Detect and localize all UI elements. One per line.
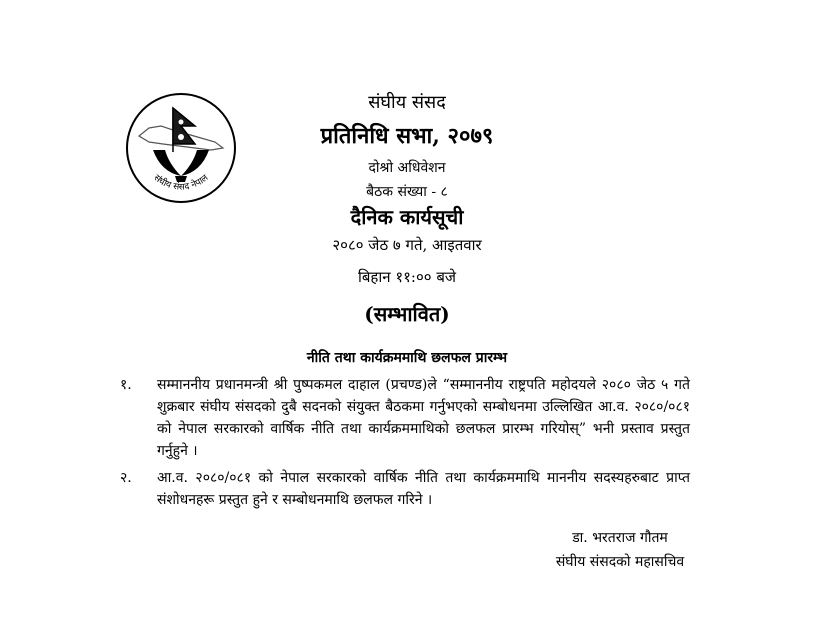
- item-number: २.: [120, 470, 132, 486]
- meeting-time: बिहान ११:०० बजे: [357, 268, 457, 286]
- item-text: आ.व. २०८०/०८१ को नेपाल सरकारको वार्षिक नीति तथा कार्यक्रममाथि माननीय सदस्यहरुबाट प्राप्त संशोधनहरू प्रस्तुत हुने र सम्बोधनमाथि छलफल गरिने ।: [157, 470, 690, 508]
- emblem-icon: [125, 92, 237, 204]
- house-title: प्रतिनिधि सभा, २०७९: [320, 123, 494, 149]
- meeting-number: बैठक संख्या - ८: [366, 184, 448, 200]
- agenda-item: [120, 374, 690, 462]
- org-name: संघीय संसद: [368, 92, 446, 113]
- emblem-text: संघीय संसद नेपाल: [151, 173, 211, 193]
- session-label: दोश्रो अधिवेशन: [368, 160, 446, 176]
- item-number: १.: [120, 377, 132, 393]
- signatory-name: डा. भरतराज गौतम: [572, 530, 668, 546]
- document-title: दैनिक कार्यसूची: [350, 205, 464, 229]
- agenda-heading: नीति तथा कार्यक्रममाथि छलफल प्रारम्भ: [306, 350, 508, 366]
- meeting-date: २०८० जेठ ७ गते, आइतवार: [332, 236, 482, 254]
- agenda-item: [120, 467, 690, 511]
- item-text: सम्माननीय प्रधानमन्त्री श्री पुष्पकमल दाहाल (प्रचण्ड)ले “सम्माननीय राष्ट्रपति महोदयले २०८० जेठ ५ गते शुक्रबार संघीय संसदको दुबै सदनको संयुक्त बैठकमा गर्नुभएको सम्बोधनमा उल्लिखित आ.व. २०८०/०८१ को नेपाल सरकारको वार्षिक नीति तथा कार्यक्रममाथिको छलफल प्रारम्भ गरियोस्” भनी प्रस्ताव प्रस्तुत गर्नुहुने ।: [157, 377, 690, 459]
- svg-text:संघीय संसद नेपाल: [152, 172, 212, 192]
- signatory-title: संघीय संसदको महासचिव: [555, 554, 685, 570]
- status-label: (सम्भावित): [364, 302, 450, 326]
- parliament-emblem: [125, 92, 237, 204]
